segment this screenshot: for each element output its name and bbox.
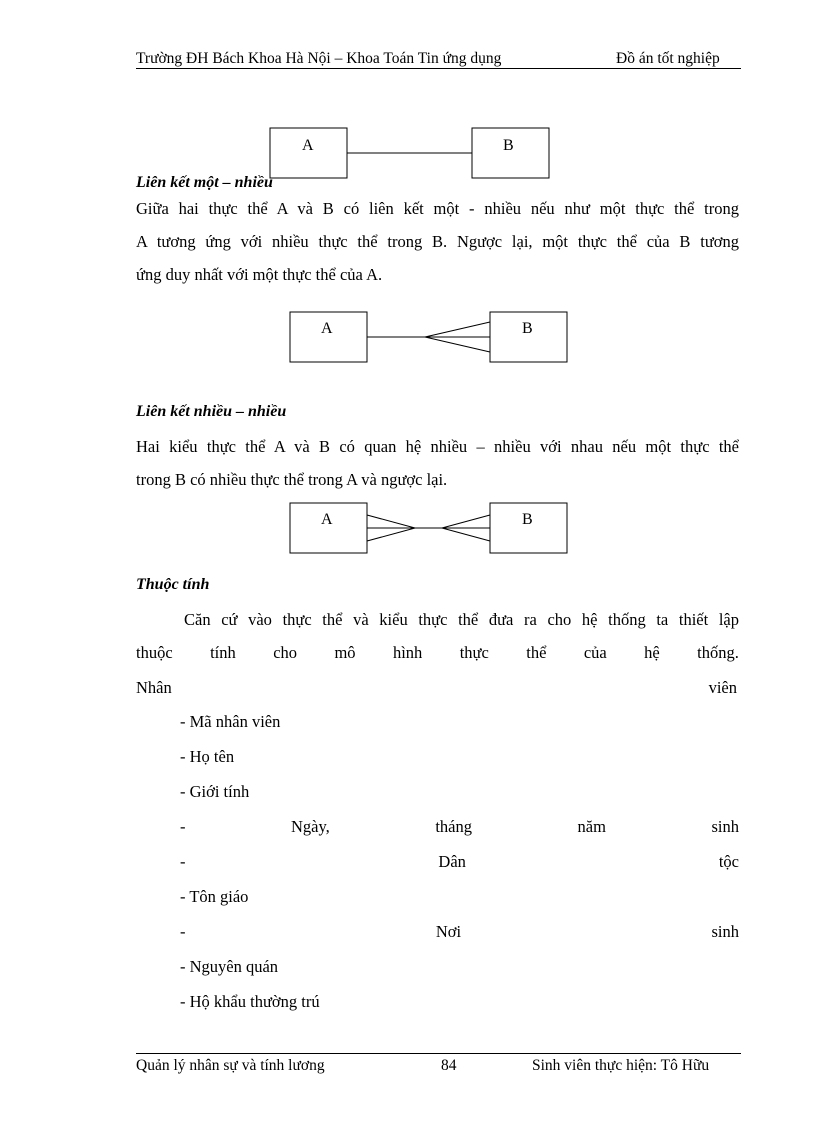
word: Ngày, [291,817,330,836]
attribute-item-ho-ten: - Họ tên [180,747,235,766]
paragraph-line: Hai kiểu thực thể A và B có quan hệ nhiều – nhiều với nhau nếu một thực thể [136,437,739,456]
crowfoot-a-bottom [367,528,415,541]
crowfoot-b-top [442,515,490,528]
section-heading-one-to-many: Liên kết một – nhiều [136,174,273,191]
one-to-many-diagram [280,302,580,372]
word: cho [273,643,298,662]
attribute-item-ho-khau: - Hộ khẩu thường trú [180,992,320,1011]
word: sinh [711,817,739,836]
entity-b-label: B [503,137,514,154]
attribute-item-nguyen-quan: - Nguyên quán [180,957,279,976]
section-heading-many-to-many: Liên kết nhiều – nhiều [136,403,287,420]
paragraph-line: A tương ứng với nhiều thực thể trong B. Ngược lại, một thực thể của B tương [136,232,739,251]
word: thống. [697,643,739,662]
entity-a-label: A [321,511,333,528]
attributes-intro-line: Căn cứ vào thực thể và kiểu thực thể đưa ra cho hệ thống ta thiết lập [184,610,739,629]
crowfoot-b-bottom [442,528,490,541]
entity-a-label: A [321,320,333,337]
attribute-item-noi-sinh [180,922,739,942]
word: sinh [711,922,739,941]
attributes-intro-line-2 [136,643,739,663]
word: tính [210,643,236,662]
word: viên [708,678,737,697]
word: hệ [644,643,660,662]
paragraph-line: trong B có nhiều thực thể trong A và ngược lại. [136,470,448,489]
word: thực [459,643,489,662]
section-heading-attributes: Thuộc tính [136,576,210,593]
word: - [180,922,186,941]
word: hình [392,643,423,662]
page-number: 84 [441,1057,457,1074]
crowfoot-a-top [367,515,415,528]
word: Nơi [435,922,462,941]
word: - [180,852,186,871]
word: tộc [718,852,739,871]
crowfoot-top [425,322,490,337]
attribute-item-ton-giao: - Tôn giáo [180,887,249,906]
word: - [180,817,186,836]
attribute-item-dan-toc [180,852,739,872]
header-rule [136,68,741,69]
attribute-item-ngay-sinh [180,817,739,837]
many-to-many-diagram [280,493,580,563]
word: Nhân [136,678,172,697]
entity-b-label: B [522,511,533,528]
footer-rule [136,1053,741,1054]
word: mô [334,643,356,662]
word: tháng [435,817,472,836]
attribute-item-ma-nhan-vien: - Mã nhân viên [180,712,281,731]
footer-left-text: Quản lý nhân sự và tính lương [136,1057,325,1074]
word: của [583,643,607,662]
paragraph-line: ứng duy nhất với một thực thể của A. [136,265,383,284]
word: thể [526,643,547,662]
entity-b-label: B [522,320,533,337]
header-left-text: Trường ĐH Bách Khoa Hà Nội – Khoa Toán Tin ứng dụng [136,50,502,67]
one-to-many-paragraph [136,192,739,291]
entity-a-label: A [302,137,314,154]
crowfoot-bottom [425,337,490,352]
paragraph-line: Giữa hai thực thể A và B có liên kết một - nhiều nếu như một thực thể trong [136,199,739,218]
header-right-text: Đồ án tốt nghiệp [616,50,720,67]
one-to-one-diagram [260,120,560,180]
word: thuộc [136,643,173,662]
entity-name-line [136,678,737,698]
footer-right-text: Sinh viên thực hiện: Tô Hữu [532,1057,710,1074]
word: năm [577,817,606,836]
attribute-item-gioi-tinh: - Giới tính [180,782,250,801]
word: Dân [438,852,466,871]
many-to-many-paragraph [136,430,739,496]
